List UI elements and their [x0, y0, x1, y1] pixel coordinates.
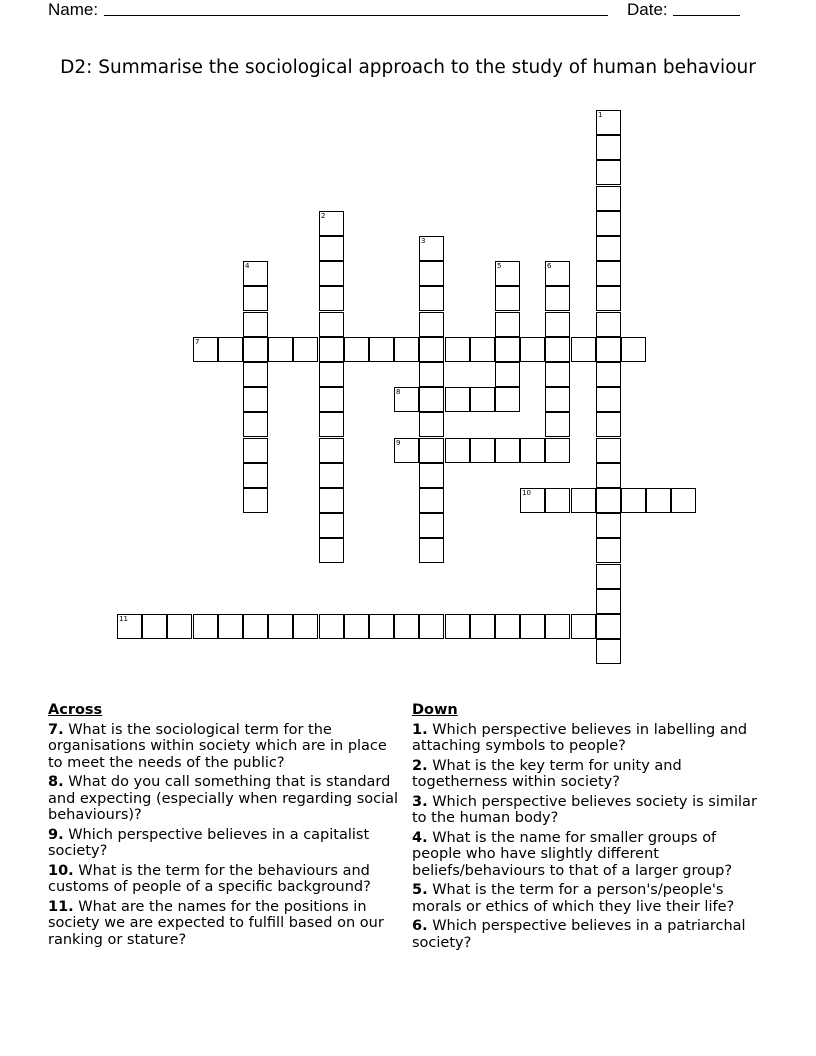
clue-number: 10. [48, 862, 74, 879]
crossword-cell[interactable] [419, 387, 444, 412]
crossword-cell[interactable] [596, 211, 621, 236]
date-label: Date: [627, 0, 668, 19]
crossword-cell[interactable] [495, 362, 520, 387]
crossword-cell[interactable] [545, 286, 570, 311]
clue-number: 7. [48, 721, 64, 738]
crossword-cell[interactable] [319, 312, 344, 337]
crossword-cell[interactable] [545, 362, 570, 387]
crossword-cell[interactable] [596, 488, 621, 513]
crossword-cell[interactable] [419, 513, 444, 538]
crossword-cell[interactable] [319, 261, 344, 286]
crossword-cell[interactable] [445, 387, 470, 412]
crossword-cell[interactable] [319, 412, 344, 437]
clue-number: 6. [412, 918, 428, 934]
crossword-cell[interactable] [621, 488, 646, 513]
cell-number: 1 [598, 111, 603, 119]
clue-text: What are the names for the positions in society we are expected to fulfill based on our ranking or stature? [48, 898, 384, 948]
crossword-cell[interactable] [319, 513, 344, 538]
crossword-cell[interactable] [419, 463, 444, 488]
crossword-cell[interactable] [495, 438, 520, 463]
crossword-cell[interactable] [596, 286, 621, 311]
crossword-cell[interactable] [243, 312, 268, 337]
crossword-cell[interactable] [545, 438, 570, 463]
crossword-cell[interactable] [243, 463, 268, 488]
cell-number: 11 [119, 615, 128, 623]
crossword-cell[interactable] [596, 589, 621, 614]
crossword-cell[interactable] [243, 488, 268, 513]
crossword-cell[interactable] [495, 312, 520, 337]
crossword-cell[interactable] [419, 362, 444, 387]
down-clues [412, 702, 762, 951]
clue-text: Which perspective believes society is similar to the human body? [412, 793, 757, 826]
clue-text: What is the name for smaller groups of people who have slightly different beliefs/behaviours to that of a larger group? [412, 829, 733, 879]
crossword-cell[interactable] [394, 387, 419, 412]
clue-text: What is the term for the behaviours and customs of people of a specific background? [48, 862, 371, 895]
crossword-cell[interactable] [596, 160, 621, 185]
crossword-cell[interactable] [445, 438, 470, 463]
clue-number: 11. [48, 898, 74, 915]
clue-number: 2. [412, 757, 428, 774]
crossword-cell[interactable] [520, 614, 545, 639]
crossword-cell[interactable] [596, 186, 621, 211]
crossword-cell[interactable] [495, 261, 520, 286]
crossword-cell[interactable] [520, 488, 545, 513]
crossword-cell[interactable] [545, 614, 570, 639]
crossword-cell[interactable] [394, 438, 419, 463]
crossword-cell[interactable] [596, 412, 621, 437]
crossword-cell[interactable] [319, 236, 344, 261]
crossword-cell[interactable] [193, 614, 218, 639]
crossword-cell[interactable] [571, 337, 596, 362]
cell-number: 5 [497, 262, 502, 270]
crossword-cell[interactable] [293, 614, 318, 639]
crossword-cell[interactable] [495, 286, 520, 311]
crossword-cell[interactable] [394, 614, 419, 639]
crossword-cell[interactable] [319, 438, 344, 463]
across-clues [48, 702, 400, 948]
crossword-cell[interactable] [445, 614, 470, 639]
crossword-cell[interactable] [243, 387, 268, 412]
crossword-cell[interactable] [545, 488, 570, 513]
crossword-cell[interactable] [268, 614, 293, 639]
clue-across-7 [48, 722, 400, 772]
crossword-cell[interactable] [545, 337, 570, 362]
crossword-cell[interactable] [545, 261, 570, 286]
crossword-cell[interactable] [596, 236, 621, 261]
clue-number: 4. [412, 829, 428, 846]
crossword-cell[interactable] [319, 614, 344, 639]
crossword-cell[interactable] [470, 614, 495, 639]
crossword-cell[interactable] [369, 337, 394, 362]
crossword-cell[interactable] [495, 387, 520, 412]
clue-down-4 [412, 830, 762, 880]
crossword-cell[interactable] [470, 337, 495, 362]
crossword-cell[interactable] [117, 614, 142, 639]
crossword-cell[interactable] [596, 463, 621, 488]
crossword-cell[interactable] [596, 614, 621, 639]
crossword-cell[interactable] [470, 438, 495, 463]
crossword-cell[interactable] [319, 538, 344, 563]
clue-down-6 [412, 918, 762, 951]
across-heading: Across [48, 702, 103, 718]
clue-text: What do you call something that is standard and expecting (especially when regarding social behaviours)? [48, 774, 399, 823]
cell-number: 6 [547, 262, 552, 270]
crossword-cell[interactable] [596, 362, 621, 387]
crossword-cell[interactable] [268, 337, 293, 362]
crossword-cell[interactable] [520, 337, 545, 362]
clue-text: What is the key term for unity and togetherness within society? [412, 757, 682, 790]
crossword-cell[interactable] [218, 614, 243, 639]
crossword-cell[interactable] [545, 312, 570, 337]
crossword-cell[interactable] [319, 488, 344, 513]
cell-number: 8 [396, 388, 401, 396]
crossword-cell[interactable] [671, 488, 696, 513]
clue-down-5 [412, 882, 762, 915]
crossword-cell[interactable] [470, 387, 495, 412]
crossword-cell[interactable] [243, 412, 268, 437]
page-title: D2: Summarise the sociological approach to the study of human behaviour [60, 57, 756, 78]
crossword-cell[interactable] [419, 312, 444, 337]
clue-text: Which perspective believes in a patriarchal society? [412, 918, 746, 951]
crossword-cell[interactable] [319, 362, 344, 387]
crossword-cell[interactable] [596, 387, 621, 412]
cell-number: 9 [396, 439, 401, 447]
crossword-cell[interactable] [344, 614, 369, 639]
clue-down-1 [412, 722, 762, 755]
cell-number: 10 [522, 489, 531, 497]
crossword-cell[interactable] [319, 211, 344, 236]
crossword-cell[interactable] [319, 463, 344, 488]
clue-down-2 [412, 758, 762, 791]
crossword-cell[interactable] [243, 362, 268, 387]
crossword-cell[interactable] [369, 614, 394, 639]
clue-text: Which perspective believes in labelling and attaching symbols to people? [412, 721, 748, 754]
crossword-cell[interactable] [495, 337, 520, 362]
name-label: Name: [48, 0, 99, 19]
clue-across-9 [48, 827, 400, 860]
down-heading: Down [412, 702, 458, 718]
crossword-cell[interactable] [193, 337, 218, 362]
clue-number: 9. [48, 826, 64, 843]
crossword-cell[interactable] [545, 412, 570, 437]
crossword-cell[interactable] [419, 614, 444, 639]
crossword-cell[interactable] [218, 337, 243, 362]
crossword-cell[interactable] [394, 337, 419, 362]
cell-number: 2 [321, 212, 326, 220]
crossword-cell[interactable] [596, 538, 621, 563]
crossword-cell[interactable] [596, 312, 621, 337]
crossword-cell[interactable] [495, 614, 520, 639]
crossword-cell[interactable] [319, 337, 344, 362]
clue-text: What is the sociological term for the organisations within society which are in place to meet the needs of the public? [48, 721, 387, 771]
crossword-cell[interactable] [571, 614, 596, 639]
clue-across-11 [48, 899, 400, 949]
clue-down-3 [412, 794, 762, 827]
crossword-cell[interactable] [419, 337, 444, 362]
cell-number: 3 [421, 237, 426, 245]
crossword-cell[interactable] [596, 564, 621, 589]
crossword-cell[interactable] [243, 614, 268, 639]
crossword-cell[interactable] [419, 236, 444, 261]
cell-number: 7 [195, 338, 200, 346]
crossword-cell[interactable] [621, 337, 646, 362]
crossword-cell[interactable] [319, 387, 344, 412]
clue-text: Which perspective believes in a capitalist society? [48, 826, 370, 859]
clue-across-8 [48, 774, 400, 824]
crossword-cell[interactable] [167, 614, 192, 639]
crossword-cell[interactable] [142, 614, 167, 639]
crossword-cell[interactable] [419, 488, 444, 513]
crossword-cell[interactable] [545, 387, 570, 412]
crossword-cell[interactable] [419, 412, 444, 437]
clue-across-10 [48, 863, 400, 896]
clue-number: 8. [48, 774, 64, 790]
clue-number: 1. [412, 721, 428, 738]
crossword-cell[interactable] [243, 261, 268, 286]
crossword-cell[interactable] [646, 488, 671, 513]
crossword-cell[interactable] [293, 337, 318, 362]
crossword-cell[interactable] [419, 286, 444, 311]
crossword-cell[interactable] [596, 513, 621, 538]
clue-number: 3. [412, 793, 428, 810]
clue-text: What is the term for a person's/people's morals or ethics of which they live their life? [412, 882, 735, 915]
crossword-cell[interactable] [243, 337, 268, 362]
crossword-cell[interactable] [243, 438, 268, 463]
clue-number: 5. [412, 882, 428, 898]
crossword-cell[interactable] [596, 135, 621, 160]
crossword-cell[interactable] [243, 286, 268, 311]
crossword-cell[interactable] [419, 538, 444, 563]
crossword-cell[interactable] [419, 261, 444, 286]
crossword-cell[interactable] [344, 337, 369, 362]
crossword-cell[interactable] [319, 286, 344, 311]
crossword-cell[interactable] [445, 337, 470, 362]
crossword-cell[interactable] [520, 438, 545, 463]
crossword-cell[interactable] [596, 337, 621, 362]
crossword-cell[interactable] [596, 261, 621, 286]
crossword-cell[interactable] [419, 438, 444, 463]
cell-number: 4 [245, 262, 250, 270]
crossword-cell[interactable] [596, 639, 621, 664]
crossword-cell[interactable] [571, 488, 596, 513]
crossword-cell[interactable] [596, 438, 621, 463]
crossword-cell[interactable] [596, 110, 621, 135]
